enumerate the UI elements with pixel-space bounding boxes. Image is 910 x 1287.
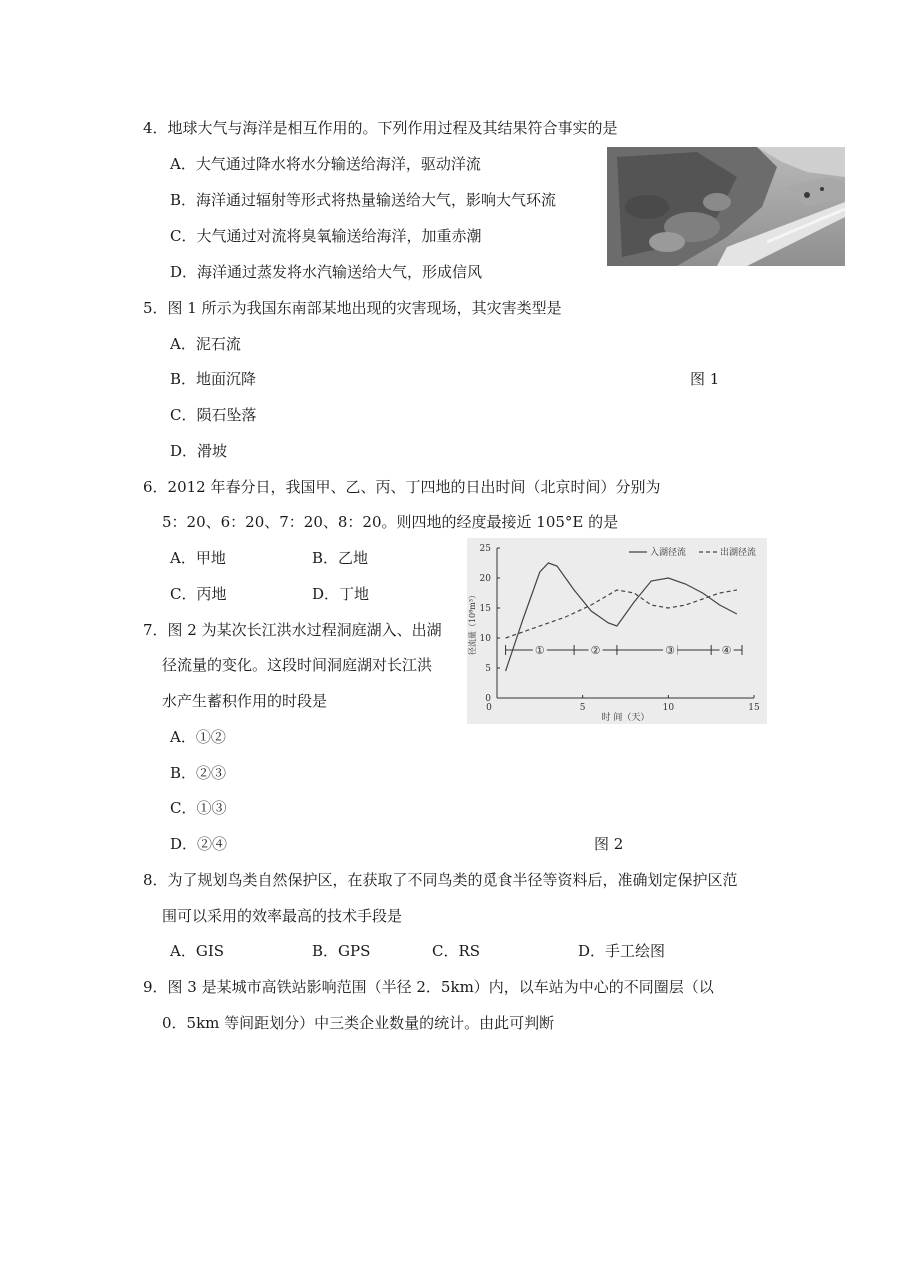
q6-stem-line1: 6．2012 年春分日，我国甲、乙、丙、丁四地的日出时间（北京时间）分别为 — [143, 478, 661, 496]
q5-option-c[interactable]: C．陨石坠落 — [170, 406, 257, 424]
q7-stem-line1: 7．图 2 为某次长江洪水过程洞庭湖入、出湖 — [143, 621, 442, 639]
q8-option-c[interactable]: C．RS — [432, 942, 481, 960]
q6-option-c[interactable]: C．丙地 — [170, 585, 227, 603]
q6-option-d[interactable]: D．丁地 — [312, 585, 370, 603]
figure-2-runoff-chart — [467, 538, 767, 724]
q7-option-c[interactable]: C．①③ — [170, 799, 227, 817]
q4-option-a[interactable]: A．大气通过降水将水分输送给海洋，驱动洋流 — [170, 155, 481, 173]
x-tick-label: 10 — [662, 703, 675, 713]
period-label: ③ — [665, 644, 675, 657]
q8-stem-line2: 围可以采用的效率最高的技术手段是 — [162, 907, 403, 925]
q7-stem-line2: 径流量的变化。这段时间洞庭湖对长江洪 — [162, 656, 433, 674]
y-tick-label: 15 — [479, 604, 491, 614]
q4-option-c[interactable]: C．大气通过对流将臭氧输送给海洋，加重赤潮 — [170, 227, 482, 245]
q9-stem-line1: 9．图 3 是某城市高铁站影响范围（半径 2．5km）内，以车站为中心的不同圈层（以 — [143, 978, 714, 996]
x-tick-label: 5 — [579, 703, 586, 713]
x-tick-label: 0 — [486, 703, 492, 713]
q5-option-b[interactable]: B．地面沉降 — [170, 370, 257, 388]
figure-2-caption: 图 2 — [594, 835, 624, 853]
y-tick-label: 0 — [485, 694, 491, 704]
y-axis-label: 径流量（10⁸m³） — [468, 590, 477, 656]
q8-option-b[interactable]: B．GPS — [312, 942, 371, 960]
q4-option-b[interactable]: B．海洋通过辐射等形式将热量输送给大气，影响大气环流 — [170, 191, 557, 209]
y-tick-label: 25 — [479, 544, 491, 554]
legend-label-inflow: 入湖径流 — [650, 548, 687, 558]
q7-option-a[interactable]: A．①② — [170, 728, 226, 746]
figure-1-landslide-photo — [607, 147, 845, 266]
legend-label-outflow: 出湖径流 — [720, 548, 757, 558]
q8-stem-line1: 8．为了规划鸟类自然保护区，在获取了不同鸟类的觅食半径等资料后，准确划定保护区范 — [143, 871, 738, 889]
q6-option-b[interactable]: B．乙地 — [312, 549, 369, 567]
q5-stem: 5．图 1 所示为我国东南部某地出现的灾害现场，其灾害类型是 — [143, 299, 562, 317]
q6-stem-line2: 5：20、6：20、7：20、8：20。则四地的经度最接近 105°E 的是 — [162, 513, 619, 531]
q7-option-d[interactable]: D．②④ — [170, 835, 228, 853]
q5-option-d[interactable]: D．滑坡 — [170, 442, 228, 460]
y-tick-label: 10 — [479, 634, 491, 644]
period-label: ④ — [721, 644, 732, 657]
q8-option-a[interactable]: A．GIS — [170, 942, 225, 960]
q5-option-a[interactable]: A．泥石流 — [170, 335, 241, 353]
y-tick-label: 5 — [485, 664, 491, 674]
q8-option-d[interactable]: D．手工绘图 — [578, 942, 666, 960]
q6-option-a[interactable]: A．甲地 — [170, 549, 226, 567]
y-tick-label: 20 — [479, 574, 491, 584]
chart-background — [467, 538, 767, 724]
figure-1-caption: 图 1 — [690, 370, 720, 388]
q7-stem-line3: 水产生蓄积作用的时段是 — [162, 692, 328, 710]
q4-stem: 4．地球大气与海洋是相互作用的。下列作用过程及其结果符合事实的是 — [143, 119, 618, 137]
q4-option-d[interactable]: D．海洋通过蒸发将水汽输送给大气，形成信风 — [170, 263, 483, 281]
x-tick-label: 15 — [748, 703, 760, 713]
q7-option-b[interactable]: B．②③ — [170, 764, 227, 782]
period-label: ① — [534, 644, 545, 657]
x-axis-label: 时 间（天） — [601, 713, 650, 723]
q9-stem-line2: 0．5km 等间距划分）中三类企业数量的统计。由此可判断 — [162, 1014, 555, 1032]
period-label: ② — [590, 644, 601, 657]
